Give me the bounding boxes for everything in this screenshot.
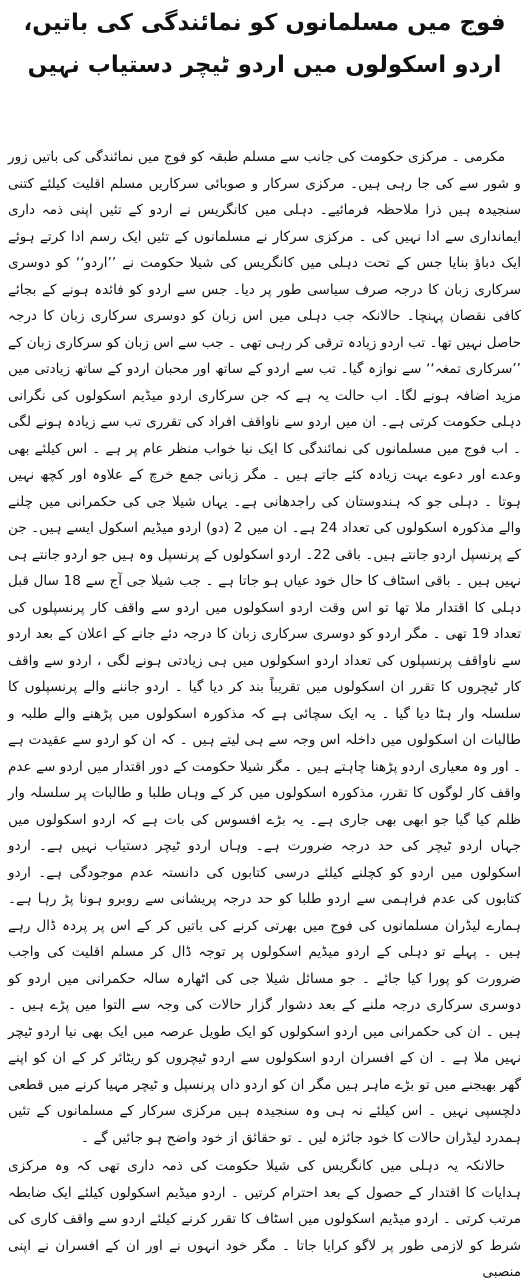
newspaper-page [0,2,529,1280]
article-body [8,144,521,1286]
headline-line-2: اردو اسکولوں میں اردو ٹیچر دستیاب نہیں [27,52,502,78]
headline-line-1: فوج میں مسلمانوں کو نمائندگی کی باتیں، [23,10,506,36]
headline [8,2,521,86]
article-paragraph-2: حالانکہ یہ دہلی میں کانگریس کی شیلا حکومت کی ذمہ داری تھی کہ وہ مرکزی ہدایات کا اقتدار کے حصول کے بعد احترام کرتیں ۔ اردو میڈیم اسکولوں کیلئے ایک ضابطہ مرتب کرتی ۔ اردو میڈیم اسکولوں میں اسٹاف کا تقرر کرنے کیلئے اردو سے واقف کاری کی شرط کو لازمی طور پر لاگو کرایا جاتا ۔ مگر خود انہوں نے اور ان کے افسران نے اپنی منصبی [8,1158,521,1280]
article-paragraph-1: مکرمی ۔ مرکزی حکومت کی جانب سے مسلم طبقہ کو فوج میں نمائندگی کی باتیں زور و شور سے کی جا رہی ہیں۔ مرکزی سرکار و صوبائی سرکاریں مسلم اقلیت کیلئے کتنی سنجیدہ ہیں ذرا ملاحظہ فرمائیے۔ دہلی میں کانگریس نے اردو کے تئیں اپنی ذمہ داری ایمانداری سے ادا نہیں کی ۔ مرکزی سرکار نے مسلمانوں کے تئیں ایک رسم ادا کرتے ہوئے ایک دباؤ بنایا جس کے تحت دہلی میں کانگریس کی شیلا حکومت نے ’’اردو‘‘ کو دوسری سرکاری زبان کا درجہ صرف سیاسی طور پر دیا۔ جس سے اردو کو فائدہ ہونے کے بجائے کافی نقصان پہنچا۔ حالانکہ جب دہلی میں اس زبان کو دوسری سرکاری زبان کا درجہ حاصل نہیں تھا۔ تب اردو زیادہ ترقی کر رہی تھی ۔ جب سے اس زبان کو سرکاری زبان کے ’’سرکاری تمغہ‘‘ سے نوازہ گیا۔ تب سے اردو کے ساتھ اور محبان اردو کے ساتھ زیادتی میں مزید اضافہ ہونے لگا۔ اب حالت یہ ہے کہ جن سرکاری اردو میڈیم اسکولوں کی نگرانی دہلی حکومت کرتی ہے۔ ان میں اردو سے ناواقف افراد کی تقرری تب سے زیادہ ہونے لگی ۔ اب فوج میں مسلمانوں کی نمائندگی کا ایک نیا خواب منظر عام پر ہے ۔ اس کیلئے بھی وعدے اور دعوے بہت زیادہ کئے جاتے ہیں ۔ مگر زبانی جمع خرچ کے علاوہ اور کچھ نہیں ہوتا ۔ دہلی جو کہ ہندوستان کی راجدھانی ہے۔ یہاں شیلا جی کی حکمرانی میں چلنے والے مذکورہ اسکولوں کی تعداد 24 ہے۔ ان میں 2 (دو) اردو میڈیم اسکول ایسے ہیں۔ جن کے پرنسپل اردو جانتے ہیں۔ باقی 22۔ اردو اسکولوں کے پرنسپل وہ ہیں جو اردو جانتے ہی نہیں ہیں ۔ باقی اسٹاف کا حال خود عیاں ہو جاتا ہے ۔ جب شیلا جی آج سے 18 سال قبل دہلی کا اقتدار ملا تھا تو اس وقت اردو اسکولوں میں اردو سے واقف کار پرنسپلوں کی تعداد 19 تھی ۔ مگر اردو کو دوسری سرکاری زبان کا درجہ دئے جانے کے اعلان کے بعد اردو سے ناواقف پرنسپلوں کی تعداد اردو اسکولوں میں ہی زیادتی ہونے لگی ، اردو سے واقف کار ٹیچروں کا تقرر ان اسکولوں میں تقریباً بند کر دیا گیا ۔ اردو جاننے والے پرنسپلوں کا سلسلہ وار ہٹا دیا گیا ۔ یہ ایک سچائی ہے کہ مذکورہ اسکولوں میں پڑھنے والے طلبہ و طالبات ان اسکولوں میں داخلہ اس وجہ سے ہی لیتے ہیں ۔ کہ ان کو اردو سے عقیدت ہے ۔ اور وہ معیاری اردو پڑھنا چاہتے ہیں ۔ مگر شیلا حکومت کے دور اقتدار میں اردو سے عدم واقف کار لوگوں کا تقرر، مذکورہ اسکولوں میں کر کے وہاں طلبا و طالبات پر سلسلہ وار ظلم کیا گیا جو ابھی بھی جاری ہے۔ یہ بڑے افسوس کی بات ہے کہ اردو اسکولوں میں جہاں اردو ٹیچر کی حد درجہ ضرورت ہے۔ وہاں اردو ٹیچر دستیاب نہیں ہے۔ اردو اسکولوں میں اردو کو کچلنے کیلئے درسی کتابوں کی دانستہ عدم موجودگی ہے۔ اردو کتابوں کی عدم فراہمی سے اردو طلبا کو حد درجہ پریشانی سے روبرو ہونا پڑ رہا ہے۔ ہمارے لیڈران مسلمانوں کی فوج میں بھرتی کرنے کی باتیں کر کے اس پر پردہ ڈال رہے ہیں ۔ پہلے تو دہلی کے اردو میڈیم اسکولوں پر توجہ ڈال کر مسلم اقلیت کی واجب ضرورت کو پورا کیا جائے ۔ جو مسائل شیلا جی کی اٹھارہ سالہ حکمرانی میں اردو کو دوسری سرکاری درجہ ملنے کے بعد دشوار گزار حالات کی وجہ سے التوا میں پڑے ہیں ۔ ہیں ۔ ان کی حکمرانی میں اردو اسکولوں کو ایک طویل عرصہ میں ایک بھی نیا اردو ٹیچر نہیں ملا ہے ۔ ان کے افسران اردو اسکولوں سے اردو ٹیچروں کو ریٹائر کر کے ان کو اپنے گھر بھیجنے میں تو بڑے ماہر ہیں مگر ان کو اردو داں پرنسپل و ٹیچر مہیا کرنے میں قطعی دلچسپی نہیں ۔ اس کیلئے نہ ہی وہ سنجیدہ ہیں مرکزی سرکار کے مسلمانوں کے تئیں ہمدرد لیڈران حالات کا خود جائزہ لیں ۔ تو حقائق از خود واضح ہو جائیں گے ۔ [8,149,522,1146]
